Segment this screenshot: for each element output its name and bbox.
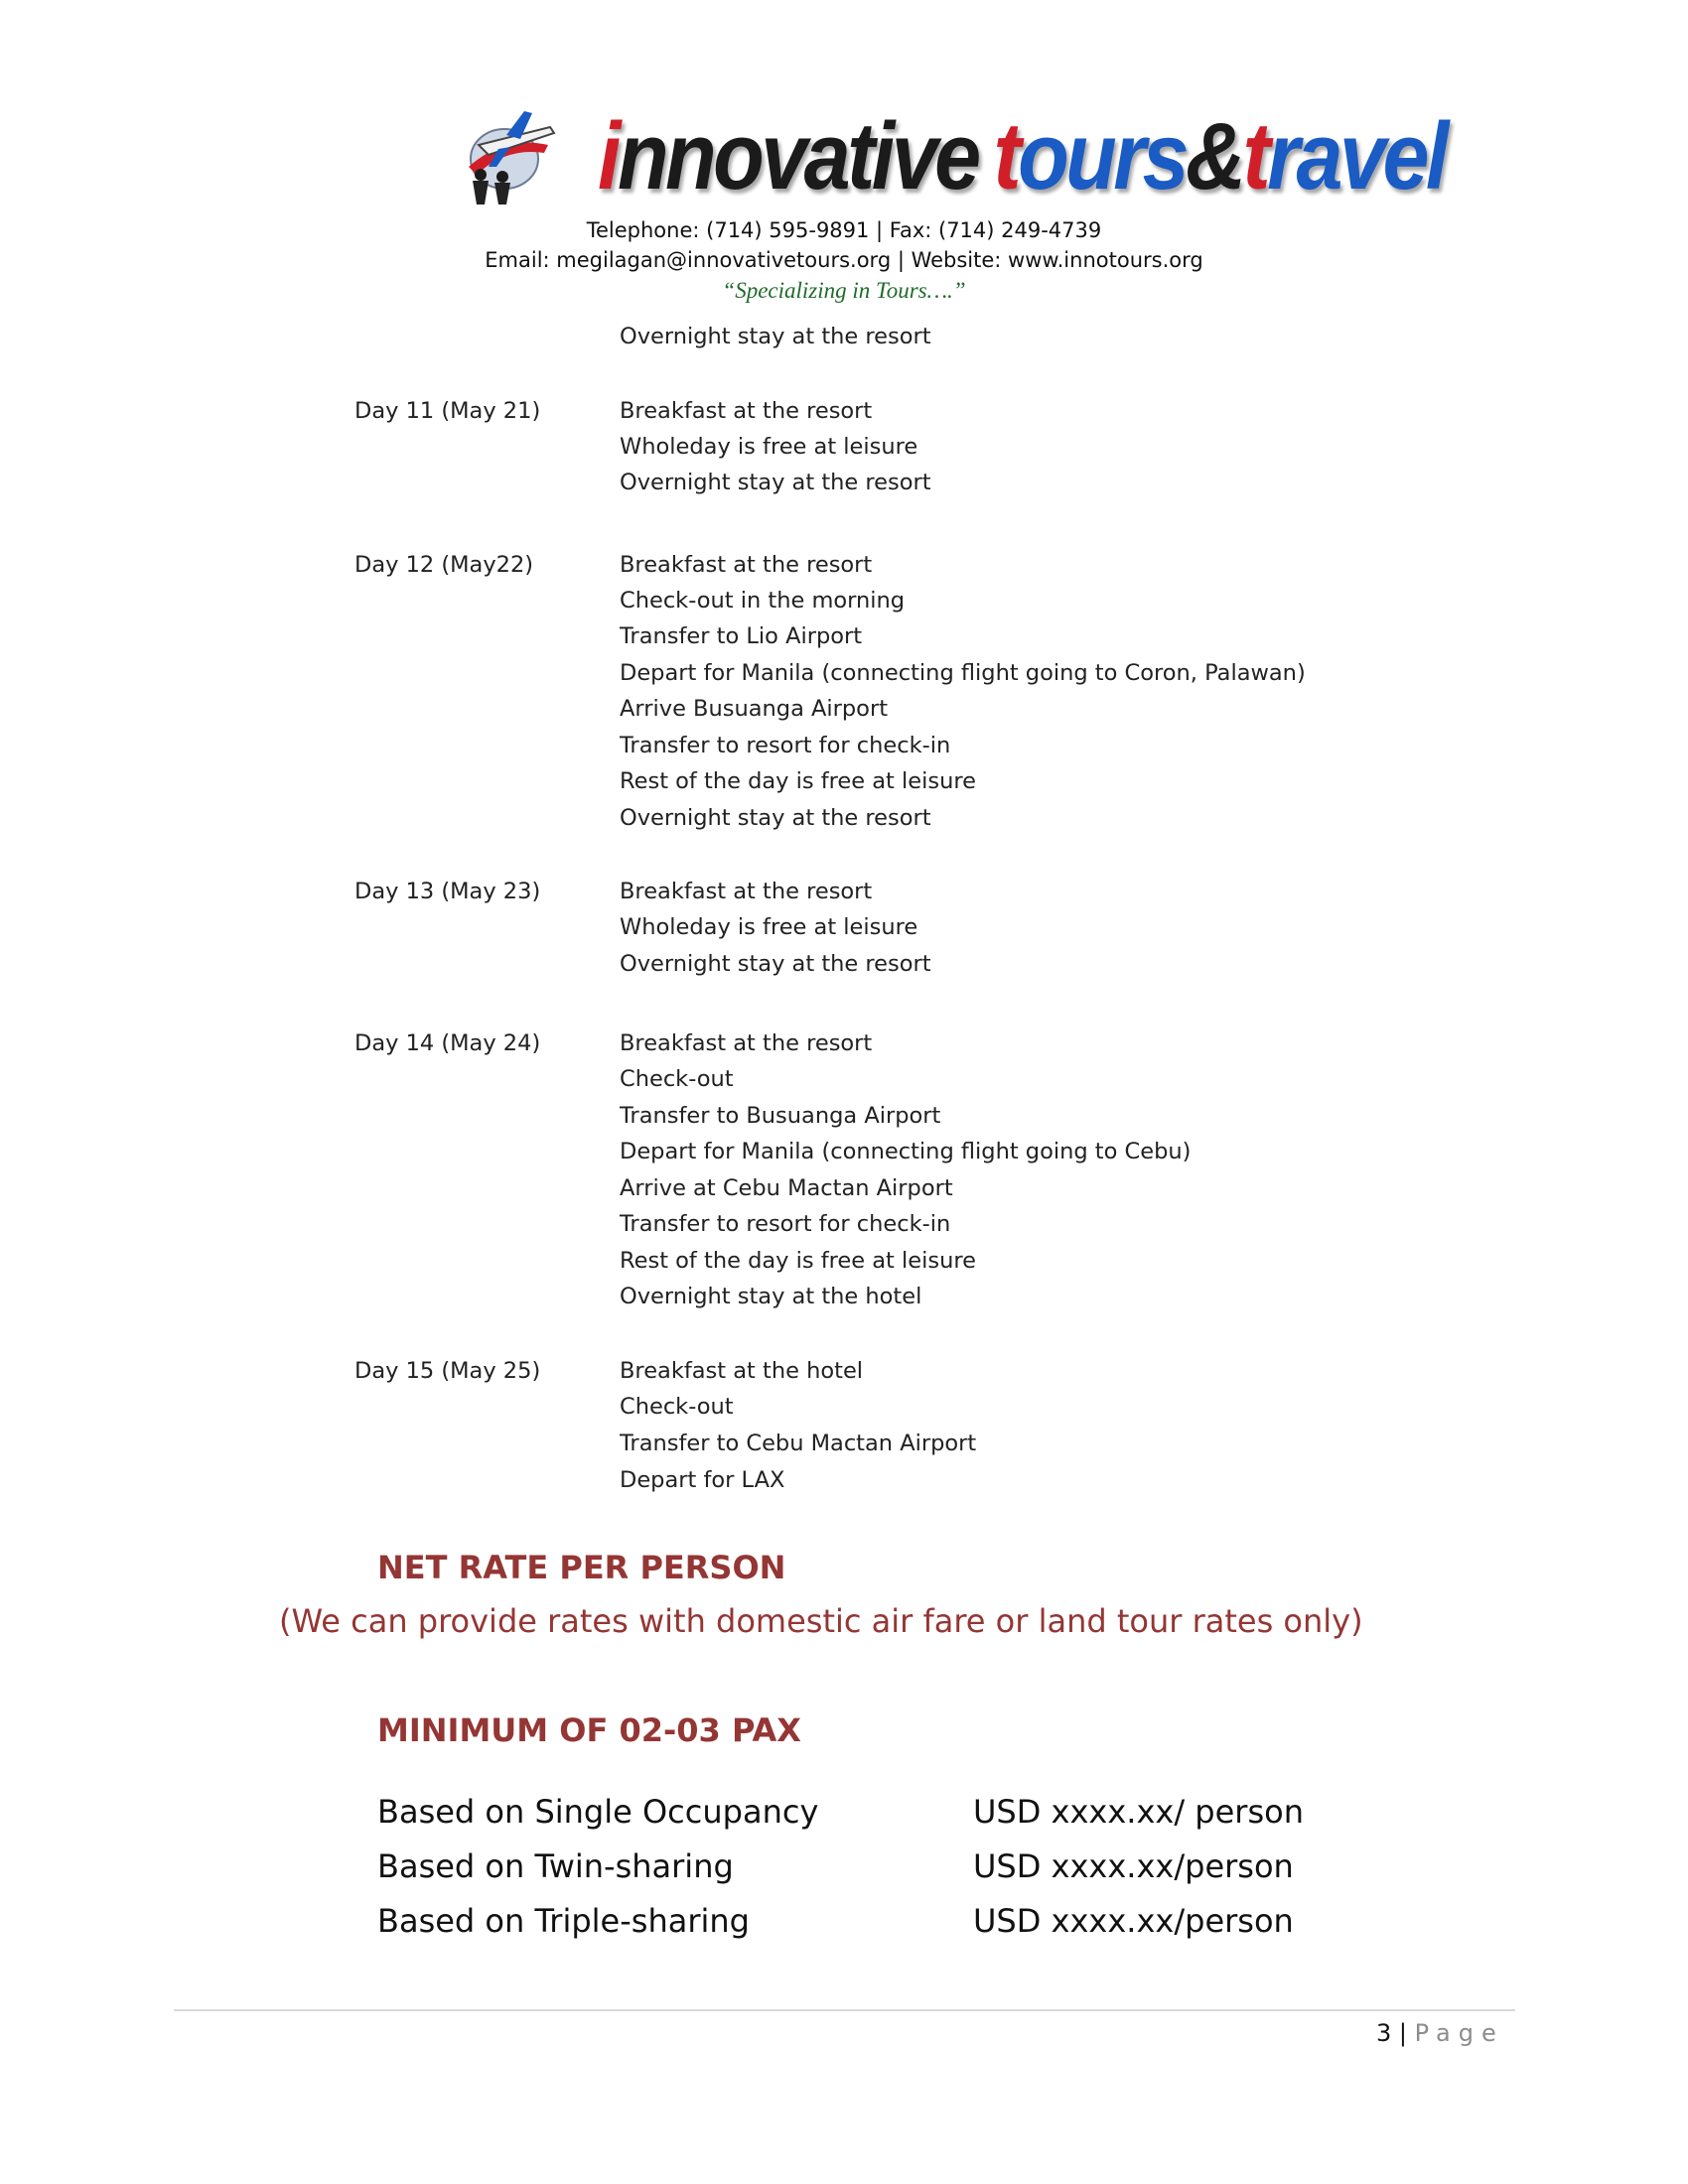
page-word: Page [1414, 2019, 1504, 2047]
activity-line: Wholeday is free at leisure [620, 914, 918, 940]
activity-line: Check-out [620, 1394, 734, 1420]
logo-word: ravel [1267, 103, 1446, 209]
rate-price: USD xxxx.xx/person [973, 1847, 1294, 1885]
activity-line: Breakfast at the hotel [620, 1358, 864, 1384]
rate-label: Based on Triple-sharing [377, 1902, 750, 1940]
activity-line: Breakfast at the resort [620, 879, 873, 904]
page-number-value: 3 [1376, 2019, 1392, 2047]
logo-letter: t [1242, 103, 1268, 209]
activity-line: Depart for Manila (connecting flight going to Cebu) [620, 1139, 1192, 1164]
minimum-pax-heading: MINIMUM OF 02-03 PAX [377, 1711, 801, 1749]
activity-line: Overnight stay at the resort [620, 470, 931, 495]
activity-line: Breakfast at the resort [620, 552, 873, 578]
activity-line: Rest of the day is free at leisure [620, 768, 976, 794]
activity-line: Arrive Busuanga Airport [620, 696, 889, 722]
logo-letter: t [993, 103, 1019, 209]
activity-line: Overnight stay at the resort [620, 805, 931, 831]
activity-line: Transfer to Cebu Mactan Airport [620, 1431, 977, 1456]
activity-line: Breakfast at the resort [620, 1030, 873, 1056]
rates-note: (We can provide rates with domestic air fare or land tour rates only) [279, 1602, 1363, 1640]
day-label: Day 15 (May 25) [354, 1358, 541, 1384]
logo-wordmark [598, 103, 1446, 209]
logo-letter: i [598, 103, 618, 209]
page-number [1376, 2019, 1504, 2047]
telephone-line: Telephone: (714) 595-9891 | Fax: (714) 249-4739 [586, 218, 1102, 242]
activity-line: Overnight stay at the resort [620, 324, 931, 349]
slogan: “Specializing in Tours….” [722, 278, 966, 303]
activity-line: Rest of the day is free at leisure [620, 1248, 976, 1274]
activity-line: Check-out [620, 1066, 734, 1092]
activity-line: Transfer to resort for check-in [620, 1211, 951, 1237]
logo-word: nnovative [617, 103, 978, 209]
activity-line: Wholeday is free at leisure [620, 434, 918, 460]
activity-line: Overnight stay at the resort [620, 951, 931, 977]
activity-line: Breakfast at the resort [620, 398, 873, 424]
day-label: Day 13 (May 23) [354, 879, 541, 904]
logo-ampersand: & [1186, 103, 1243, 209]
airplane-logo-icon [459, 105, 560, 208]
footer-divider [174, 2009, 1515, 2011]
activity-line: Transfer to Lio Airport [620, 623, 863, 649]
activity-line: Check-out in the morning [620, 588, 906, 614]
rate-label: Based on Single Occupancy [377, 1793, 819, 1831]
day-label: Day 14 (May 24) [354, 1030, 541, 1056]
activity-line: Arrive at Cebu Mactan Airport [620, 1175, 953, 1201]
rate-price: USD xxxx.xx/ person [973, 1793, 1304, 1831]
activity-line: Transfer to resort for check-in [620, 733, 951, 758]
activity-line: Depart for Manila (connecting flight going to Coron, Palawan) [620, 660, 1306, 686]
activity-line: Overnight stay at the hotel [620, 1284, 922, 1309]
page-separator: | [1391, 2019, 1415, 2047]
rate-label: Based on Twin-sharing [377, 1847, 734, 1885]
company-logo [459, 103, 1446, 214]
activity-line: Depart for LAX [620, 1467, 785, 1493]
activity-line: Transfer to Busuanga Airport [620, 1103, 941, 1129]
net-rate-heading: NET RATE PER PERSON [377, 1549, 786, 1586]
day-label: Day 12 (May22) [354, 552, 534, 578]
day-label: Day 11 (May 21) [354, 398, 541, 424]
email-website-line: Email: megilagan@innovativetours.org | Website: www.innotours.org [485, 248, 1203, 272]
logo-word: ours [1018, 103, 1187, 209]
rate-price: USD xxxx.xx/person [973, 1902, 1294, 1940]
